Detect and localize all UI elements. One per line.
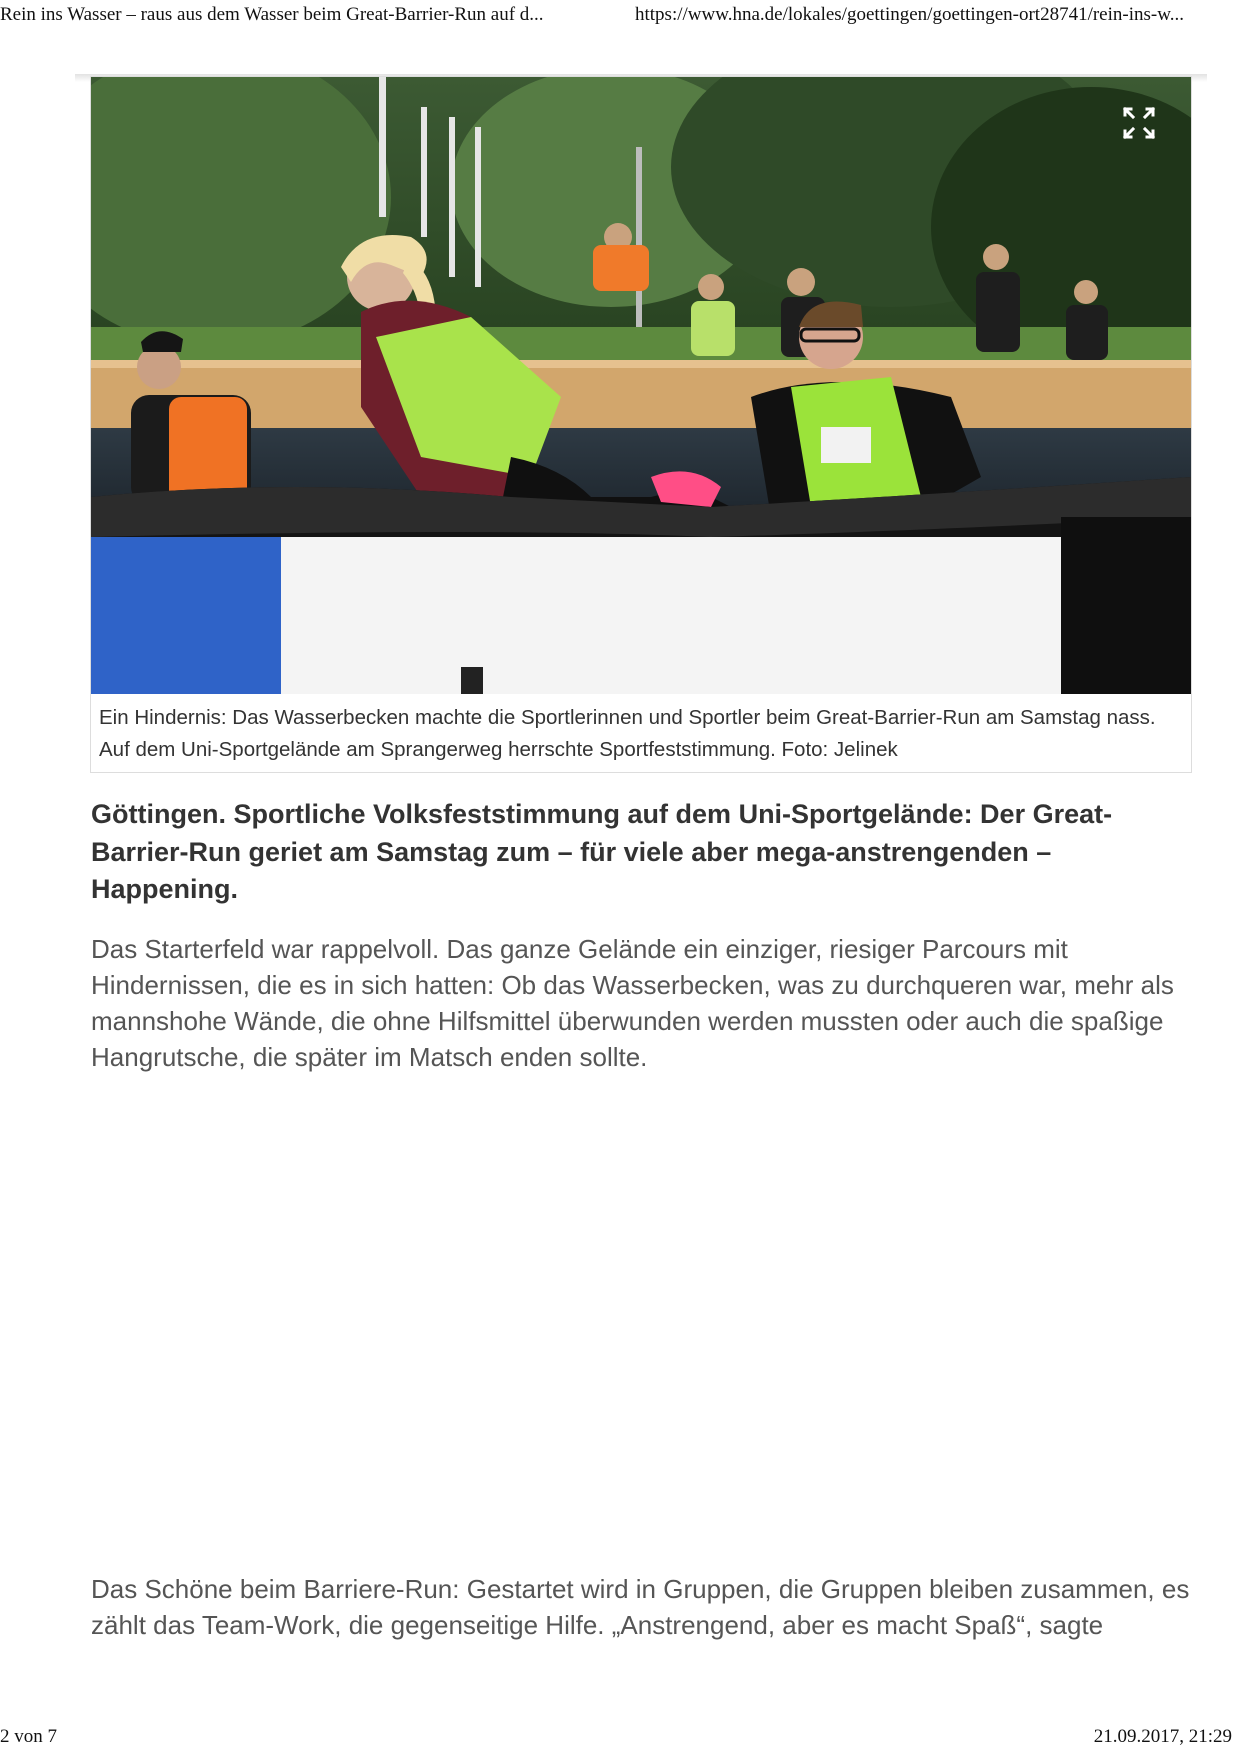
article-lead: Göttingen. Sportliche Volksfeststimmung auf dem Uni-Sportgelände: Der Great-Barrier-Run geriet am Samstag zum – für viele aber mega-anstrengenden – Happening. [91,799,1113,904]
article-paragraph-1: Das Starterfeld war rappelvoll. Das ganze Gelände ein einziger, riesiger Parcours mit Hindernissen, die es in sich hatten: Ob das Wasserbecken, was zu durchqueren war, mehr als mannshohe Wände, die ohne Hilfsmittel überwunden werden mussten oder auch die spaßige Hangrutsche, die später im Matsch enden sollte. [91,934,1174,1072]
article-paragraph-2: Das Schöne beim Barriere-Run: Gestartet wird in Gruppen, die Gruppen bleiben zusammen, es zählt das Team-Work, die gegenseitige Hilfe. „Anstrengend, aber es macht Spaß“, sagte [91,1574,1190,1640]
article-photo[interactable] [91,77,1191,694]
fullscreen-expand-icon [1121,105,1157,141]
print-footer [0,1722,1240,1752]
article-figure [90,76,1192,773]
print-datetime: 21.09.2017, 21:29 [1093,1726,1232,1747]
print-page-title: Rein ins Wasser – raus aus dem Wasser beim Great-Barrier-Run auf d... [0,4,544,25]
print-page-url: https://www.hna.de/lokales/goettingen/goettingen-ort28741/rein-ins-w... [635,4,1184,25]
photo-caption: Ein Hindernis: Das Wasserbecken machte die Sportlerinnen und Sportler beim Great-Barrier-Run am Samstag nass. Auf dem Uni-Sportgelände am Sprangerweg herrschte Sportfeststimmung. Foto: Jelinek [99,706,1156,761]
fullscreen-expand-button[interactable] [1121,105,1157,141]
print-page-number: 2 von 7 [0,1726,57,1747]
photo-illustration [91,77,1191,694]
print-header [0,0,1240,30]
